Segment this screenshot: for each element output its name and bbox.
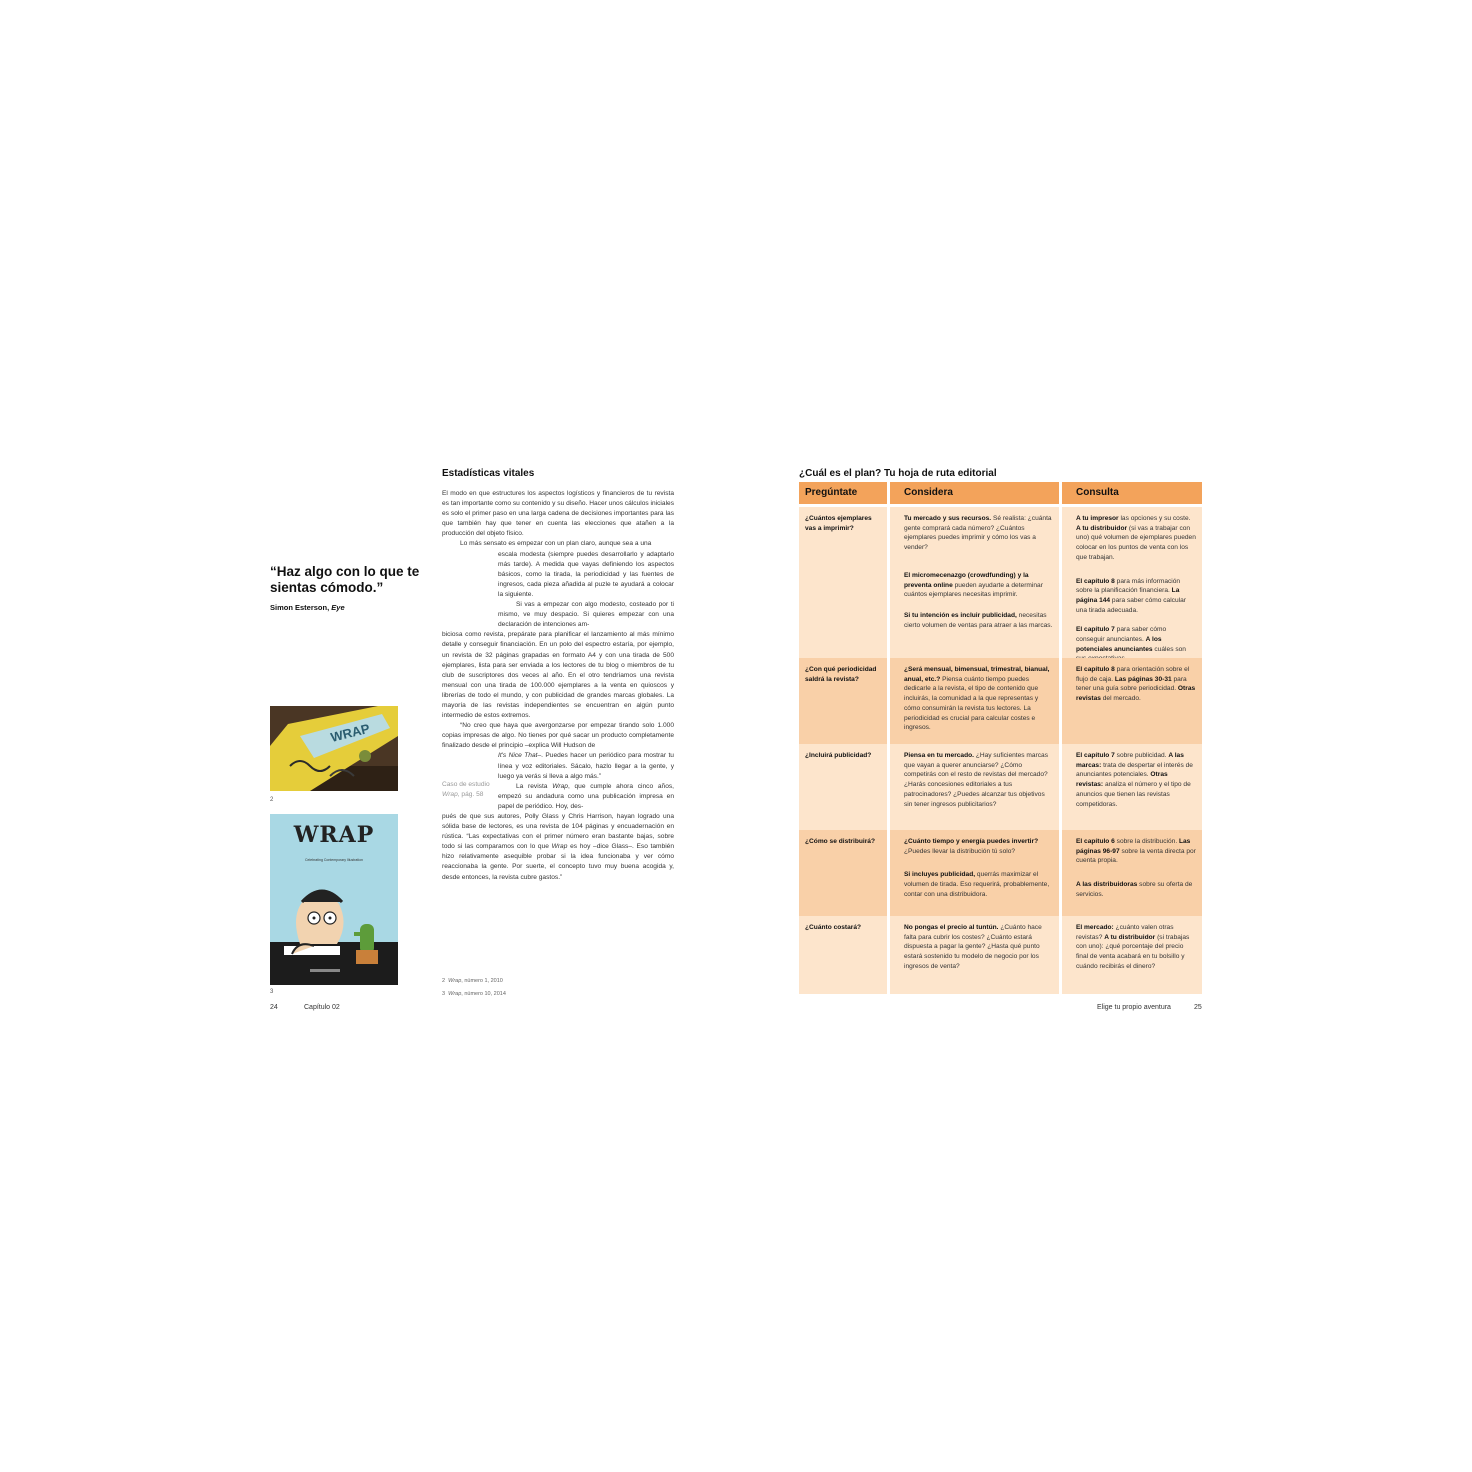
paragraph: biciosa como revista, prepárate para planificar el lanzamiento al más mínimo detalle y conseguir financiación. En un polo del espectro estaría, por ejemplo, un revista de 32 páginas grapadas en formato A4 y con una tirada de 500 ejemplares, lista para ser enviada a los lectores de tu blog o miembros de tu club de suscriptores dos veces al año. En el otro tendríamos una revista mensual con una tirada de 100.000 ejemplares a la venta en quioscos y librerías de todo el mundo, y con publicidad de grandes marcas globales. La mayoría de las revistas independientes se encuentran en algún punto intermedio de estos extremos.: [442, 631, 674, 720]
svg-text:WRAP: WRAP: [329, 720, 372, 745]
paragraph: Si vas a empezar con algo modesto, costeado por ti mismo, ve muy despacio. Si quieres empezar con una declaración de intenciones am-: [498, 601, 674, 629]
figure-number: 3: [270, 989, 274, 995]
table-cell: A tu impresor las opciones y su coste. A tu distribuidor (si vas a trabajar con uno) qué volumen de ejemplares pueden colocar en los puntos de venta con los que trabajan. El capítulo 8 para más información sobre la planificación financiera. La página 144 para saber cómo calcular una tirada adecuada. El capítulo 7 para saber cómo conseguir anunciantes. A los potenciales anunciantes cuáles son: [1062, 507, 1202, 658]
footnote: 3 Wrap, número 10, 2014: [442, 991, 506, 997]
table-cell: El mercado: ¿cuánto valen otras revistas? A tu distribuidor (si trabajas con uno): ¿qué porcentaje del precio final de venta acabará en tu bolsillo y cuándo recibirás el dinero?: [1062, 916, 1202, 994]
table-cell: Tu mercado y sus recursos. Sé realista: ¿cuánta gente comprará cada número? ¿Cuántos ejemplares puedes imprimir y cómo los vas a vender? El micromecenazgo (crowdfunding) y la preventa online pueden ayudarte a determinar cuántos ejemplares necesitas imprimir. Si tu intención es incluir publicidad, necesitas cierto volumen de ventas para atraer a las marcas.: [890, 507, 1059, 658]
table-cell: El capítulo 6 sobre la distribución. Las páginas 96-97 sobre la venta directa por cuenta propia. A las distribuidoras sobre su oferta de servicios.: [1062, 830, 1202, 916]
table-cell: Piensa en tu mercado. ¿Hay suficientes marcas que vayan a querer anunciarse? ¿Cómo competirás con el resto de revistas del mercado? ¿Harás concesiones editoriales a tus patrocinadores? ¿Puedes alcanzar tus objetivos sin tener ingresos publicitarios?: [890, 744, 1059, 830]
figure-number: 2: [270, 797, 274, 803]
paragraph: “No creo que haya que avergonzarse por empezar tirando solo 1.000 copias impresas de algo. No tienes por qué sacar un producto completamente finalizado desde el principio –explica Will Hudson de: [442, 722, 674, 750]
paragraph: Lo más sensato es empezar con un plan claro, aunque sea a una: [460, 540, 652, 548]
table-cell: El capítulo 7 sobre publicidad. A las marcas: trata de despertar el interés de anunciantes potenciales. Otras revistas: analiza el número y el tipo de anuncios que tienen las revistas competidoras.: [1062, 744, 1202, 830]
table-cell: ¿Cuánto tiempo y energía puedes invertir? ¿Puedes llevar la distribución tú solo? Si incluyes publicidad, querrás maximizar el volumen de tirada. Eso requerirá, probablemente, contar con una distribuidora.: [890, 830, 1059, 916]
table-cell: No pongas el precio al tuntún. ¿Cuánto hace falta para cubrir los costes? ¿Cuánto estará dispuesta a pagar la gente? ¿Hasta qué punto estará sostenido tu modelo de negocio por los ingresos de venta?: [890, 916, 1059, 994]
table-cell: El capítulo 8 para orientación sobre el flujo de caja. Las páginas 30-31 para tener una guía sobre periodicidad. Otras revistas del mercado.: [1062, 658, 1202, 744]
cover-tagline: Celebrating Contemporary Illustration: [305, 858, 363, 862]
magazine-cover-issue-10: [270, 814, 398, 985]
footnote: 2 Wrap, número 1, 2010: [442, 978, 503, 984]
page-number-right: 25: [1194, 1004, 1202, 1011]
table-cell: ¿Incluirá publicidad?: [799, 744, 887, 830]
margin-note: Caso de estudio Wrap, pág. 58: [442, 781, 490, 799]
column-header: Consulta: [1062, 482, 1202, 504]
column-header: Considera: [890, 482, 1059, 504]
cover-logo: WRAP: [293, 822, 375, 848]
section-title: Estadísticas vitales: [442, 468, 535, 479]
chapter-label: Capítulo 02: [304, 1004, 340, 1011]
paragraph: El modo en que estructures los aspectos logísticos y financieros de tu revista es tan importante como su contenido y su diseño. Hacer unos cálculos iniciales es solo el primer paso en una larga cadena de decisiones importantes para las que también hay que tener en cuenta las elecciones que atañen a la producción del objeto físico.: [442, 490, 674, 538]
paragraph: La revista Wrap, que cumple ahora cinco años, empezó su andadura como una publicación impresa en papel de periódico. Hoy, des-: [498, 782, 674, 810]
footnotes: [442, 975, 506, 1001]
table-cell: ¿Con qué periodicidad saldrá la revista?: [799, 658, 887, 744]
table-cell: ¿Será mensual, bimensual, trimestral, bianual, anual, etc.? Piensa cuánto tiempo puedes dedicarle a la revista, el tipo de contenido que incluirás, la comunidad a la que representas y cómo consumirán la revista tus lectores. La periodicidad es crucial para calcular costes e ingresos.: [890, 658, 1059, 744]
column-preguntate: [799, 482, 887, 994]
quote-attribution: Simon Esterson, Eye: [270, 603, 345, 612]
column-header: Pregúntate: [799, 482, 887, 504]
body-text: [442, 489, 674, 883]
paragraph: escala modesta (siempre puedes desarrollarlo y adaptarlo más tarde). A medida que vayas definiendo los aspectos básicos, como la tirada, la periodicidad y las fuentes de ingresos, cada pieza añadida al puzle te ayudará a colocar la siguiente.: [498, 550, 674, 598]
page-number-left: 24: [270, 1004, 278, 1011]
column-consulta: [1062, 482, 1202, 994]
roadmap-table: [799, 482, 1202, 994]
column-considera: [890, 482, 1059, 994]
paragraph: It's Nice That–. Puedes hacer un periódico para mostrar tu línea y voz editoriales. Sácalo, hazlo llegar a la gente, y luego ya verás si lleva a algo más.”: [498, 752, 674, 780]
pull-quote: “Haz algo con lo que te sientas cómodo.”: [270, 564, 420, 595]
magazine-photo-issue-1: [270, 706, 398, 791]
table-cell: ¿Cómo se distribuirá?: [799, 830, 887, 916]
table-cell: ¿Cuánto costará?: [799, 916, 887, 994]
table-cell: ¿Cuántos ejemplares vas a imprimir?: [799, 507, 887, 658]
table-title: ¿Cuál es el plan? Tu hoja de ruta editorial: [799, 468, 997, 479]
section-label: Elige tu propio aventura: [1097, 1004, 1171, 1011]
paragraph: pués de que sus autores, Polly Glass y Chris Harrison, hayan logrado una sólida base de lectores, es una revista de 104 páginas y encuadernación en rústica. “Las expectativas con el primer número eran bastante bajas, sobre todo si las comparamos con lo que Wrap es hoy –dice Glass–. Eso también hizo relativamente asequible probar si la idea funcionaba y ver cómo reaccionaba la gente. Por suerte, el concepto tuvo muy buena acogida y, desde entonces, la revista cubre gastos.”: [442, 813, 674, 881]
